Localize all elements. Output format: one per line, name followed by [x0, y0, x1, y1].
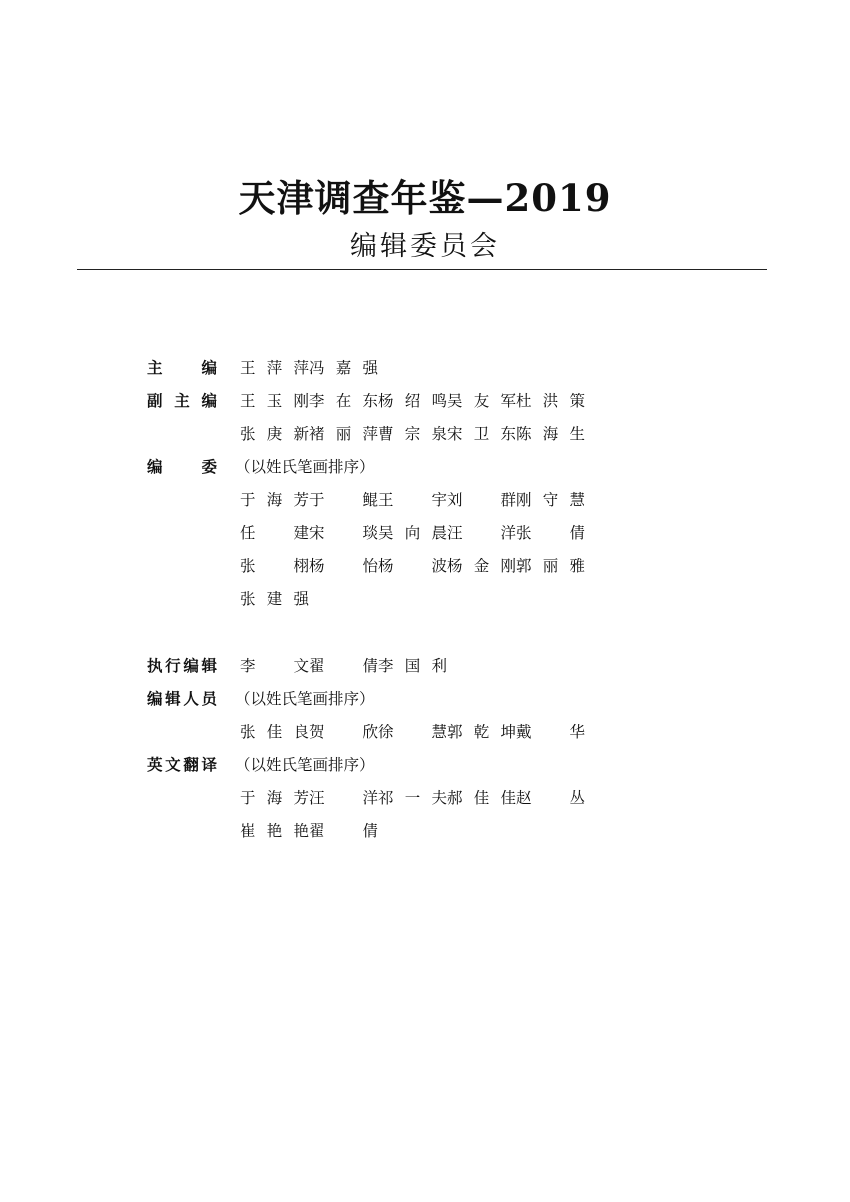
names-list [240, 517, 585, 550]
member-name: 杨 怡 [309, 557, 378, 575]
member-name: 翟 倩 [309, 657, 378, 675]
member-name: 于海芳 [240, 491, 309, 509]
member-name: 张佳良 [240, 723, 309, 741]
member-name: 赵 丛 [516, 789, 585, 807]
member-name: 李 文 [240, 657, 309, 675]
names-list [240, 650, 447, 683]
member-name: 杨绍鸣 [378, 392, 447, 410]
member-name: 崔艳艳 [240, 822, 309, 840]
member-name: 杨金刚 [447, 557, 516, 575]
member-name: 于海芳 [240, 789, 309, 807]
member-name: 翟 倩 [309, 822, 378, 840]
member-name: 张建强 [240, 590, 309, 608]
member-name: 冯嘉强 [309, 359, 378, 377]
member-name: 李国利 [378, 657, 447, 675]
sort-note: （以姓氏笔画排序） [235, 756, 375, 774]
role-label: 英文翻译 [147, 756, 217, 774]
member-name: 王萍萍 [240, 359, 309, 377]
member-name: 吴向晨 [378, 524, 447, 542]
names-list [240, 782, 585, 815]
names-list [240, 583, 309, 616]
role-label: 编 委 [147, 458, 217, 476]
role-label: 执行编辑 [147, 657, 217, 675]
sort-note: （以姓氏笔画排序） [235, 458, 375, 476]
names-list [240, 716, 585, 749]
member-name: 徐 慧 [378, 723, 447, 741]
names-list [240, 385, 585, 418]
member-name: 杨 波 [378, 557, 447, 575]
role-label: 副 主 编 [147, 392, 217, 410]
member-name: 张 栩 [240, 557, 309, 575]
names-list [240, 418, 585, 451]
member-name: 张庚新 [240, 425, 309, 443]
document-title: 天津调查年鉴—2019 [238, 176, 612, 220]
role-label: 编辑人员 [147, 690, 217, 708]
title-divider [77, 269, 767, 270]
member-name: 郝佳佳 [447, 789, 516, 807]
member-name: 杜洪策 [516, 392, 585, 410]
member-name: 刚守慧 [516, 491, 585, 509]
names-list [240, 352, 378, 385]
member-name: 任 建 [240, 524, 309, 542]
member-name: 王 宇 [378, 491, 447, 509]
sort-note: （以姓氏笔画排序） [235, 690, 375, 708]
member-name: 于 鲲 [309, 491, 378, 509]
member-name: 祁一夫 [378, 789, 447, 807]
member-name: 李在东 [309, 392, 378, 410]
member-name: 刘 群 [447, 491, 516, 509]
member-name: 张 倩 [516, 524, 585, 542]
member-name: 汪 洋 [309, 789, 378, 807]
names-list [240, 484, 585, 517]
member-name: 贺 欣 [309, 723, 378, 741]
member-name: 王玉刚 [240, 392, 309, 410]
member-name: 宋卫东 [447, 425, 516, 443]
member-name: 汪 洋 [447, 524, 516, 542]
member-name: 褚丽萍 [309, 425, 378, 443]
names-list [240, 550, 585, 583]
member-name: 陈海生 [516, 425, 585, 443]
member-name: 郭乾坤 [447, 723, 516, 741]
member-name: 宋 琰 [309, 524, 378, 542]
member-name: 吴友军 [447, 392, 516, 410]
names-list [240, 815, 378, 848]
document-subtitle: 编辑委员会 [350, 231, 500, 262]
member-name: 曹宗泉 [378, 425, 447, 443]
member-name: 戴 华 [516, 723, 585, 741]
role-label: 主 编 [147, 359, 217, 377]
member-name: 郭丽雅 [516, 557, 585, 575]
